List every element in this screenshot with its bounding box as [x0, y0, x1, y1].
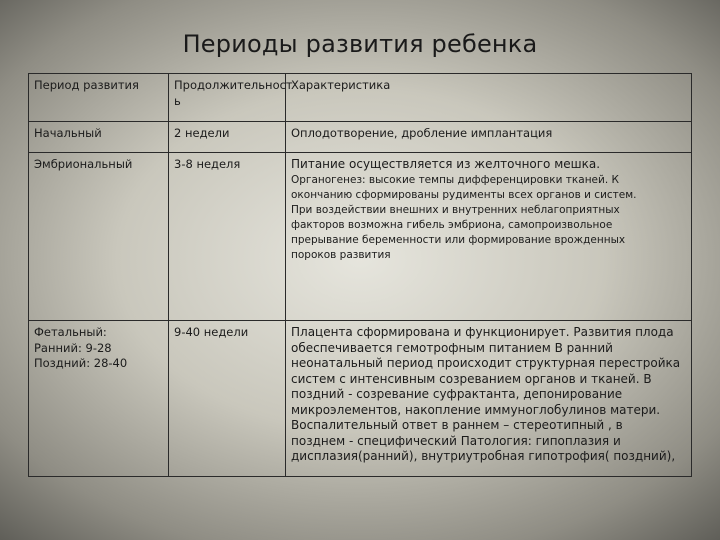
- characteristic-line: позднем - специфический Патология: гипоплазия и: [291, 433, 621, 448]
- period-line: Фетальный:: [34, 325, 107, 339]
- table-header-row: [29, 74, 692, 122]
- characteristic-main-line: Питание осуществляется из желточного мешка.: [291, 157, 601, 171]
- characteristic-line: Воспалительный ответ в раннем – стереотипный , в: [291, 418, 623, 432]
- cell-duration: 2 недели: [169, 122, 286, 153]
- cell-characteristic: [286, 153, 692, 321]
- page-title: Периоды развития ребенка: [182, 30, 538, 58]
- characteristic-line: неонатальный период происходит структурная перестройка: [291, 356, 681, 370]
- cell-duration: 9-40 недели: [169, 321, 286, 477]
- characteristic-line: поздний - созревание суфрактанта, депонирование: [291, 387, 623, 401]
- characteristic-line: систем с интенсивным созреванием органов и тканей. В: [291, 371, 652, 386]
- cell-period: Начальный: [29, 122, 169, 153]
- characteristic-line: обеспечивается гемотрофным питанием В ранний: [291, 340, 613, 355]
- characteristic-line: факторов возможна гибель эмбриона, самопроизвольное: [291, 218, 613, 231]
- table-row: [29, 321, 692, 477]
- characteristic-line: пороков развития: [291, 248, 391, 261]
- table-row: [29, 153, 692, 321]
- characteristic-line: Плацента сформирована и функционирует. Развития плода: [291, 325, 674, 339]
- cell-period: [29, 153, 169, 321]
- cell-characteristic: Оплодотворение, дробление имплантация: [286, 122, 692, 153]
- characteristic-line: прерывание беременности или формирование врожденных: [291, 233, 626, 246]
- cell-characteristic: [286, 321, 692, 477]
- characteristic-line: микроэлементов, накопление иммуноглобулинов матери.: [291, 402, 661, 417]
- period-line: Ранний: 9-28: [34, 340, 112, 355]
- header-duration-line: Продолжительност: [174, 78, 293, 92]
- characteristic-line: При воздействии внешних и внутренних неблагоприятных: [291, 203, 620, 216]
- header-characteristic: Характеристика: [286, 74, 692, 122]
- characteristic-line: дисплазия(ранний), внутриутробная гипотрофия( поздний),: [291, 449, 676, 463]
- characteristic-line: окончанию сформированы рудименты всех органов и систем.: [291, 188, 637, 201]
- header-duration: [169, 74, 293, 122]
- header-duration-line: ь: [174, 93, 181, 108]
- cell-period-text: Эмбриональный: [34, 157, 133, 171]
- cell-duration: 3-8 неделя: [169, 153, 286, 321]
- characteristic-line: Органогенез: высокие темпы дифференцировки тканей. К: [291, 173, 619, 186]
- periods-table: [28, 73, 692, 477]
- cell-period: [29, 321, 169, 477]
- period-line: Поздний: 28-40: [34, 356, 128, 370]
- header-period: Период развития: [29, 74, 169, 122]
- table-row: [29, 122, 692, 153]
